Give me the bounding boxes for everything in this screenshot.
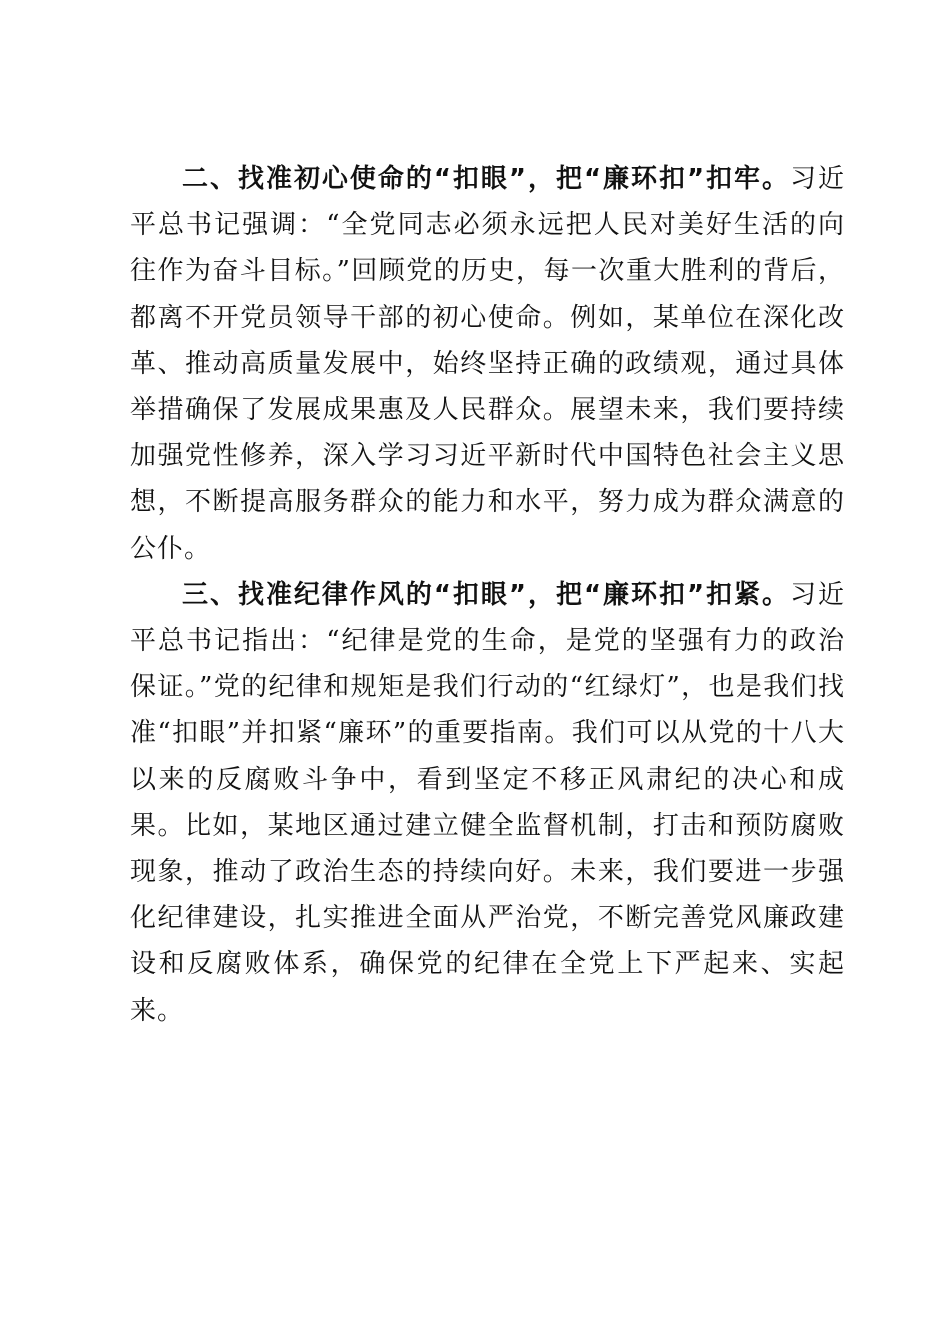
section-2-body: 习近平总书记强调：“全党同志必须永远把人民对美好生活的向往作为奋斗目标。”回顾党的历史，每一次重大胜利的背后，都离不开党员领导干部的初心使命。例如，某单位在深化改革、推动高质量发展中，始终坚持正确的政绩观，通过具体举措确保了发展成果惠及人民群众。展望未来，我们要持续加强党性修养，深入学习习近平新时代中国特色社会主义思想，不断提高服务群众的能力和水平，努力成为群众满意的公仆。 bbox=[130, 164, 845, 564]
section-2-paragraph bbox=[130, 156, 845, 572]
section-3-paragraph bbox=[130, 572, 845, 1034]
document-body bbox=[130, 156, 845, 1034]
section-3-heading: 三、找准纪律作风的“扣眼”，把“廉环扣”扣紧。 bbox=[182, 579, 790, 610]
section-2-heading: 二、找准初心使命的“扣眼”，把“廉环扣”扣牢。 bbox=[182, 164, 790, 194]
section-3-body: 习近平总书记指出：“纪律是党的生命，是党的坚强有力的政治保证。”党的纪律和规矩是我们行动的“红绿灯”，也是我们找准“扣眼”并扣紧“廉环”的重要指南。我们可以从党的十八大以来的反腐败斗争中，看到坚定不移正风肃纪的决心和成果。比如，某地区通过建立健全监督机制，打击和预防腐败现象，推动了政治生态的持续向好。未来，我们要进一步强化纪律建设，扎实推进全面从严治党，不断完善党风廉政建设和反腐败体系，确保党的纪律在全党上下严起来、实起来。 bbox=[130, 579, 845, 1026]
